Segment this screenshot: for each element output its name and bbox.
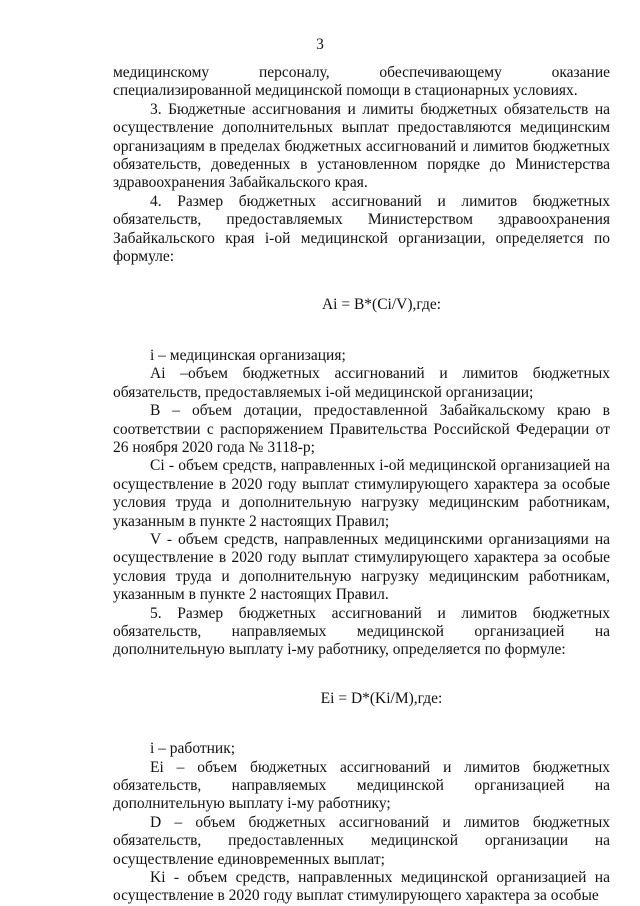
paragraph: V - объем средств, направленных медицинскими организациями на осуществление в 2020 году выплат стимулирующего характера за особые условия труда и дополнительную нагрузку медицинским работникам, указанным в пункте 2 настоящих Правил.	[113, 530, 610, 604]
paragraph: 5. Размер бюджетных ассигнований и лимитов бюджетных обязательств, направляемых медицинской организацией на дополнительную выплату i-му работнику, определяется по формуле:	[113, 604, 610, 659]
paragraph: Ai –объем бюджетных ассигнований и лимитов бюджетных обязательств, предоставляемых i-ой медицинской организации;	[113, 365, 610, 401]
paragraph: 4. Размер бюджетных ассигнований и лимитов бюджетных обязательств, предоставляемых Министерством здравоохранения Забайкальского края i-ой медицинской организации, определяется по формуле:	[113, 192, 610, 266]
document-body	[113, 64, 610, 906]
paragraph: i – медицинская организация;	[150, 346, 346, 364]
paragraph: медицинскому персоналу, обеспечивающему оказание специализированной медицинской помощи в стационарных условиях.	[113, 64, 610, 100]
paragraph: i – работник;	[150, 740, 236, 758]
paragraph: D – объем бюджетных ассигнований и лимитов бюджетных обязательств, предоставленных медицинской организации на осуществление единовременных выплат;	[113, 813, 610, 868]
paragraph: Ci - объем средств, направленных i-ой медицинской организацией на осуществление в 2020 году выплат стимулирующего характера за особые условия труда и дополнительную нагрузку медицинским работникам, указанным в пункте 2 настоящих Правил;	[113, 457, 610, 530]
paragraph: Ei – объем бюджетных ассигнований и лимитов бюджетных обязательств, направляемых медицинской организацией на дополнительную выплату i-му работнику;	[113, 758, 610, 813]
page-number: 3	[316, 36, 324, 53]
paragraph: 3. Бюджетные ассигнования и лимиты бюджетных обязательств на осуществление дополнительных выплат предоставляются медицинским организациям в пределах бюджетных ассигнований и лимитов бюджетных обязательств, доведенных в установленном порядке до Министерства здравоохранения Забайкальского края.	[113, 100, 610, 192]
paragraph: Ki - объем средств, направленных медицинской организацией на осуществление в 2020 году выплат стимулирующего характера за особые	[113, 869, 610, 905]
formula: Ai = B*(Ci/V),где:	[321, 296, 442, 314]
formula: Ei = D*(Ki/M),где:	[320, 689, 443, 707]
paragraph: B – объем дотации, предоставленной Забайкальскому краю в соответствии с распоряжением Правительства Российской Федерации от 26 ноября 2020 года № 3118-р;	[113, 402, 610, 456]
